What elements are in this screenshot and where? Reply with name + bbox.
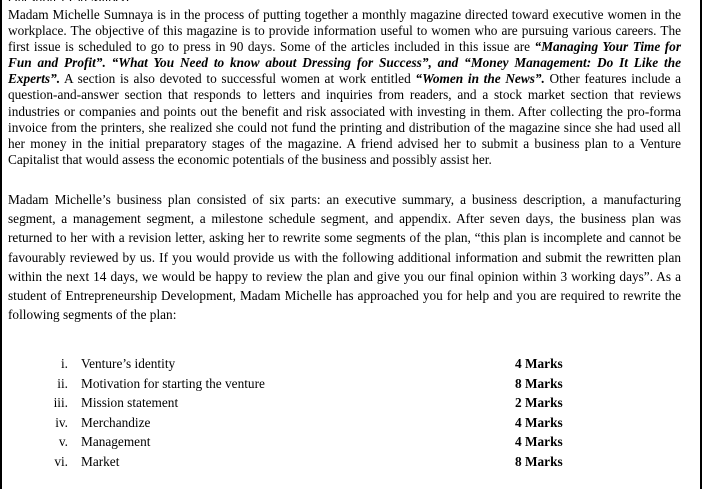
item-number: v. [58, 434, 68, 449]
item-marks: 4 Marks [515, 414, 563, 430]
case-text: A section is also devoted to successful women at work entitled [60, 71, 416, 87]
segments-list [2, 354, 702, 471]
case-paragraph-1 [8, 7, 681, 168]
item-label: Merchandize [81, 414, 151, 430]
case-text: Other features include a question-and-answer section that responds to letters and inquiries from readers, and a stock market section that reviews industries or companies and points out the benefit and risk associated with investing in them. After collecting the pro-forma invoice from the printers, she realized she could not fund the printing and distribution of the magazine since she had used all her money in the initial preparatory stages of the magazine. A friend advised her to submit a business plan to a Venture Capitalist that would assess the economic potentials of the business and possibly assist her. [8, 71, 681, 167]
list-item [2, 413, 702, 433]
case-text: Madam Michelle Sumnaya is in the process of putting together a monthly magazine directed toward executive women in the workplace. The objective of this magazine is to provide information useful to women who are pursuing various careers. The first issue is scheduled to go to press in 90 days. Some of the articles included in this issue are [8, 7, 681, 55]
item-marks: 8 Marks [515, 375, 563, 391]
list-item [2, 354, 702, 374]
item-marks: 8 Marks [515, 453, 563, 469]
item-label: Management [81, 434, 151, 449]
list-item [2, 432, 702, 452]
list-item [2, 374, 702, 394]
item-number: iv. [55, 414, 68, 430]
item-label: Mission statement [81, 395, 179, 410]
item-number: ii. [57, 375, 68, 391]
item-marks: 4 Marks [515, 434, 563, 449]
item-number: i. [60, 356, 68, 371]
case-paragraph-2: Madam Michelle’s business plan consisted of six parts: an executive summary, a business description, a manufacturing segment, a management segment, a milestone schedule segment, and appendix. After seven days, the business plan was returned to her with a revision letter, asking her to rewrite some segments of the plan, “this plan is incomplete and cannot be favourably reviewed by us. If you would provide us with the following additional information and submit the rewritten plan within the next 14 days, we would be happy to review the plan and give you our final opinion within 3 working days”. As a student of Entrepreneurship Development, Madam Michelle has approached you for help and you are required to rewrite the following segments of the plan: [8, 192, 681, 323]
item-label: Market [81, 453, 120, 469]
item-marks: 2 Marks [515, 395, 563, 410]
section-title: “Women in the News”. [415, 71, 545, 87]
item-label: Venture’s identity [81, 356, 176, 371]
item-number: vi. [54, 453, 68, 469]
item-number: iii. [53, 395, 68, 410]
item-label: Motivation for starting the venture [81, 375, 265, 391]
list-item [2, 452, 702, 472]
list-item [2, 393, 702, 413]
item-marks: 4 Marks [515, 356, 563, 371]
article-titles: “Managing Your Time for Fun and Profit”. “What You Need to know about Dressing for Success”, and “Money Management: Do It Like the Experts”. [8, 39, 681, 87]
cut-off-heading [8, 0, 129, 1]
